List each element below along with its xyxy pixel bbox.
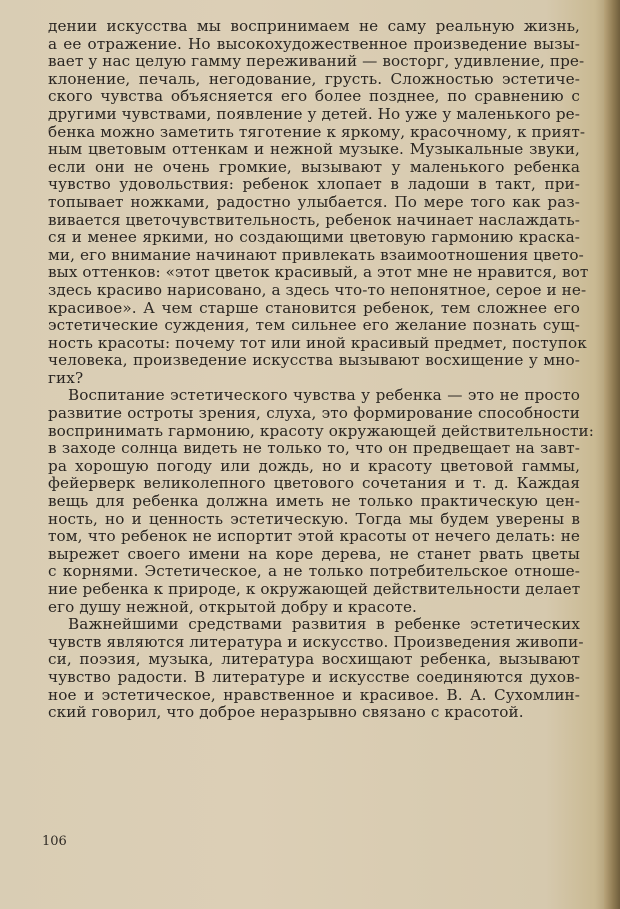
text-line: вых оттенков: «этот цветок красивый, а этот мне не нравится, вот bbox=[48, 263, 589, 282]
text-line: красивое». А чем старше становится ребенок, тем сложнее его bbox=[48, 298, 580, 317]
text-line: другими чувствами, появление у детей. Но уже у маленького ре- bbox=[48, 104, 580, 123]
body-text bbox=[48, 17, 594, 722]
text-line: чувство радости. В литературе и искусстве соединяются духов- bbox=[48, 667, 580, 686]
text-line: си, поэзия, музыка, литература восхищают ребенка, вызывают bbox=[48, 650, 580, 669]
text-line: фейерверк великолепного цветового сочетания и т. д. Каждая bbox=[48, 474, 580, 493]
text-line: топывает ножками, радостно улыбается. По мере того как раз- bbox=[48, 192, 580, 211]
text-line: ние ребенка к природе, к окружающей действительности делает bbox=[48, 580, 581, 598]
text-line: ным цветовым оттенкам и нежной музыке. Музыкальные звуки, bbox=[48, 140, 580, 159]
text-line: если они не очень громкие, вызывают у маленького ребенка bbox=[48, 157, 580, 176]
page-number: 106 bbox=[42, 834, 67, 849]
text-line: в заходе солнца видеть не только то, что он предвещает на завт- bbox=[48, 439, 580, 458]
paragraph-3 bbox=[48, 615, 584, 722]
text-line: ского чувства объясняется его более позднее, по сравнению с bbox=[48, 87, 580, 106]
text-line: бенка можно заметить тяготение к яркому, красочному, к прият- bbox=[48, 122, 586, 141]
text-line: том, что ребенок не испортит этой красоты от нечего делать: не bbox=[48, 527, 580, 546]
text-line: дении искусства мы воспринимаем не саму реальную жизнь, bbox=[48, 17, 580, 35]
text-line: человека, произведение искусства вызывают восхищение у мно- bbox=[48, 351, 580, 370]
text-line: вает у нас целую гамму переживаний — восторг, удивление, пре- bbox=[48, 52, 585, 71]
page-edge-shadow bbox=[604, 0, 620, 909]
text-line: развитие остроты зрения, слуха, это формирование способности bbox=[48, 404, 580, 423]
text-line: Важнейшими средствами развития в ребенке эстетических bbox=[68, 615, 580, 634]
text-line: ра хорошую погоду или дождь, но и красоту цветовой гаммы, bbox=[48, 456, 580, 475]
text-line: ми, его внимание начинают привлекать взаимоотношения цвето- bbox=[48, 245, 584, 264]
text-line: с корнями. Эстетическое, а не только потребительское отноше- bbox=[48, 562, 580, 581]
text-line: чувство удовольствия: ребенок хлопает в ладоши в такт, при- bbox=[48, 175, 580, 194]
text-line: ся и менее яркими, но создающими цветовую гармонию краска- bbox=[48, 228, 580, 247]
text-line: его душу нежной, открытой добру и красоте. bbox=[48, 597, 417, 616]
text-line: гих? bbox=[48, 368, 84, 387]
text-line: ность, но и ценность эстетическую. Тогда мы будем уверены в bbox=[48, 509, 580, 528]
text-line: вивается цветочувствительность, ребенок начинает наслаждать- bbox=[48, 210, 580, 229]
text-line: а ее отражение. Но высокохудожественное произведение вызы- bbox=[48, 34, 580, 53]
text-line: ное и эстетическое, нравственное и красивое. В. А. Сухомлин- bbox=[48, 685, 580, 704]
text-line: ность красоты: почему тот или иной красивый предмет, поступок bbox=[48, 333, 587, 352]
text-line: воспринимать гармонию, красоту окружающей действительности: bbox=[48, 421, 594, 440]
text-line: клонение, печаль, негодование, грусть. Сложностью эстетиче- bbox=[48, 69, 580, 88]
text-line: чувств являются литература и искусство. Произведения живопи- bbox=[48, 632, 584, 651]
text-line: здесь красиво нарисовано, а здесь что-то непонятное, серое и не- bbox=[48, 280, 587, 299]
paragraph-2 bbox=[48, 386, 594, 616]
text-line: Воспитание эстетического чувства у ребенка — это не просто bbox=[68, 386, 580, 405]
text-line: вещь для ребенка должна иметь не только практическую цен- bbox=[48, 492, 580, 511]
paragraph-1 bbox=[48, 17, 589, 387]
text-line: эстетические суждения, тем сильнее его желание познать сущ- bbox=[48, 316, 580, 335]
text-line: ский говорил, что доброе неразрывно связано с красотой. bbox=[48, 703, 524, 722]
text-line: вырежет своего имени на коре дерева, не станет рвать цветы bbox=[48, 544, 580, 563]
